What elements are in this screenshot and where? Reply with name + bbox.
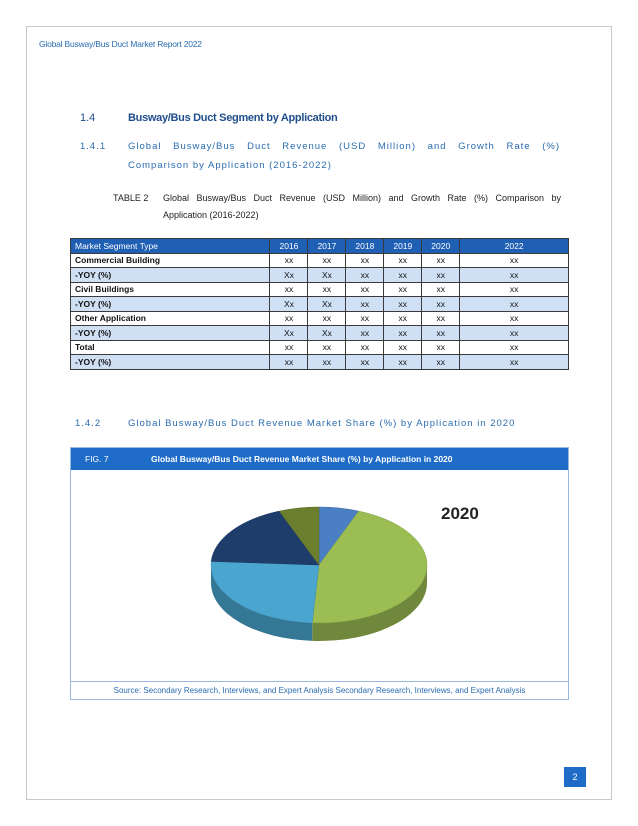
cell-value: xx xyxy=(460,326,569,341)
revenue-table xyxy=(70,238,569,370)
page-number: 2 xyxy=(564,767,586,787)
cell-value: xx xyxy=(460,282,569,297)
cell-value: xx xyxy=(460,297,569,312)
cell-value: xx xyxy=(422,340,460,355)
table-caption-line2: Application (2016-2022) xyxy=(163,210,259,220)
header-segment-type: Market Segment Type xyxy=(71,239,270,254)
row-label: Other Application xyxy=(71,311,270,326)
running-head: Global Busway/Bus Duct Market Report 2022 xyxy=(39,39,202,49)
cell-value: xx xyxy=(346,253,384,268)
chart-title: 2020 xyxy=(441,504,479,523)
header-year: 2018 xyxy=(346,239,384,254)
cell-value: xx xyxy=(308,282,346,297)
cell-value: Xx xyxy=(270,297,308,312)
cell-value: xx xyxy=(384,282,422,297)
cell-value: xx xyxy=(346,326,384,341)
cell-value: xx xyxy=(384,268,422,283)
cell-value: Xx xyxy=(308,326,346,341)
cell-value: xx xyxy=(270,340,308,355)
cell-value: xx xyxy=(308,340,346,355)
cell-value: xx xyxy=(422,253,460,268)
cell-value: xx xyxy=(270,355,308,370)
header-year: 2020 xyxy=(422,239,460,254)
header-year: 2022 xyxy=(460,239,569,254)
cell-value: Xx xyxy=(270,326,308,341)
cell-value: xx xyxy=(422,326,460,341)
cell-value: xx xyxy=(460,253,569,268)
row-label: Total xyxy=(71,340,270,355)
cell-value: xx xyxy=(460,355,569,370)
cell-value: xx xyxy=(270,311,308,326)
figure-title: Global Busway/Bus Duct Revenue Market Share (%) by Application in 2020 xyxy=(151,454,453,464)
table-row xyxy=(71,253,569,268)
cell-value: xx xyxy=(384,297,422,312)
table-row xyxy=(71,311,569,326)
subsection-title-line1: Global Busway/Bus Duct Revenue (USD Million) and Growth Rate (%) xyxy=(128,141,560,152)
cell-value: xx xyxy=(384,340,422,355)
row-label: -YOY (%) xyxy=(71,297,270,312)
cell-value: xx xyxy=(460,311,569,326)
cell-value: xx xyxy=(460,340,569,355)
pie-slice-2 xyxy=(211,561,319,623)
cell-value: xx xyxy=(384,311,422,326)
cell-value: xx xyxy=(308,253,346,268)
table-caption-line1: Global Busway/Bus Duct Revenue (USD Million) and Growth Rate (%) Comparison by xyxy=(163,193,561,203)
subsection2-number: 1.4.2 xyxy=(75,418,102,429)
cell-value: xx xyxy=(384,253,422,268)
cell-value: xx xyxy=(308,311,346,326)
subsection2-title: Global Busway/Bus Duct Revenue Market Share (%) by Application in 2020 xyxy=(128,418,516,429)
cell-value: Xx xyxy=(308,297,346,312)
row-label: Commercial Building xyxy=(71,253,270,268)
cell-value: xx xyxy=(422,268,460,283)
cell-value: xx xyxy=(384,326,422,341)
cell-value: xx xyxy=(422,282,460,297)
table-row xyxy=(71,268,569,283)
table-row xyxy=(71,355,569,370)
row-label: -YOY (%) xyxy=(71,268,270,283)
cell-value: Xx xyxy=(270,268,308,283)
subsection-number: 1.4.1 xyxy=(80,141,107,152)
header-year: 2019 xyxy=(384,239,422,254)
cell-value: xx xyxy=(346,297,384,312)
cell-value: xx xyxy=(422,311,460,326)
figure-header xyxy=(71,448,568,470)
cell-value: Xx xyxy=(308,268,346,283)
figure-source: Source: Secondary Research, Interviews, and Expert Analysis Secondary Research, Interviews, and Expert Analysis xyxy=(71,681,568,695)
figure-box xyxy=(70,447,569,700)
cell-value: xx xyxy=(422,297,460,312)
cell-value: xx xyxy=(422,355,460,370)
cell-value: xx xyxy=(308,355,346,370)
cell-value: xx xyxy=(346,311,384,326)
cell-value: xx xyxy=(346,268,384,283)
figure-label: FIG. 7 xyxy=(85,454,109,464)
cell-value: xx xyxy=(270,253,308,268)
table-header-row xyxy=(71,239,569,254)
chart-area xyxy=(71,470,568,678)
row-label: -YOY (%) xyxy=(71,355,270,370)
header-year: 2017 xyxy=(308,239,346,254)
section-number: 1.4 xyxy=(80,112,96,124)
section-title: Busway/Bus Duct Segment by Application xyxy=(128,112,338,124)
cell-value: xx xyxy=(460,268,569,283)
cell-value: xx xyxy=(270,282,308,297)
table-row xyxy=(71,340,569,355)
subsection-title-line2: Comparison by Application (2016-2022) xyxy=(128,160,332,171)
cell-value: xx xyxy=(346,282,384,297)
cell-value: xx xyxy=(346,340,384,355)
table-row xyxy=(71,326,569,341)
table-row xyxy=(71,297,569,312)
cell-value: xx xyxy=(346,355,384,370)
row-label: -YOY (%) xyxy=(71,326,270,341)
table-label: TABLE 2 xyxy=(113,193,149,203)
row-label: Civil Buildings xyxy=(71,282,270,297)
table-row xyxy=(71,282,569,297)
cell-value: xx xyxy=(384,355,422,370)
pie-chart xyxy=(71,470,568,678)
header-year: 2016 xyxy=(270,239,308,254)
